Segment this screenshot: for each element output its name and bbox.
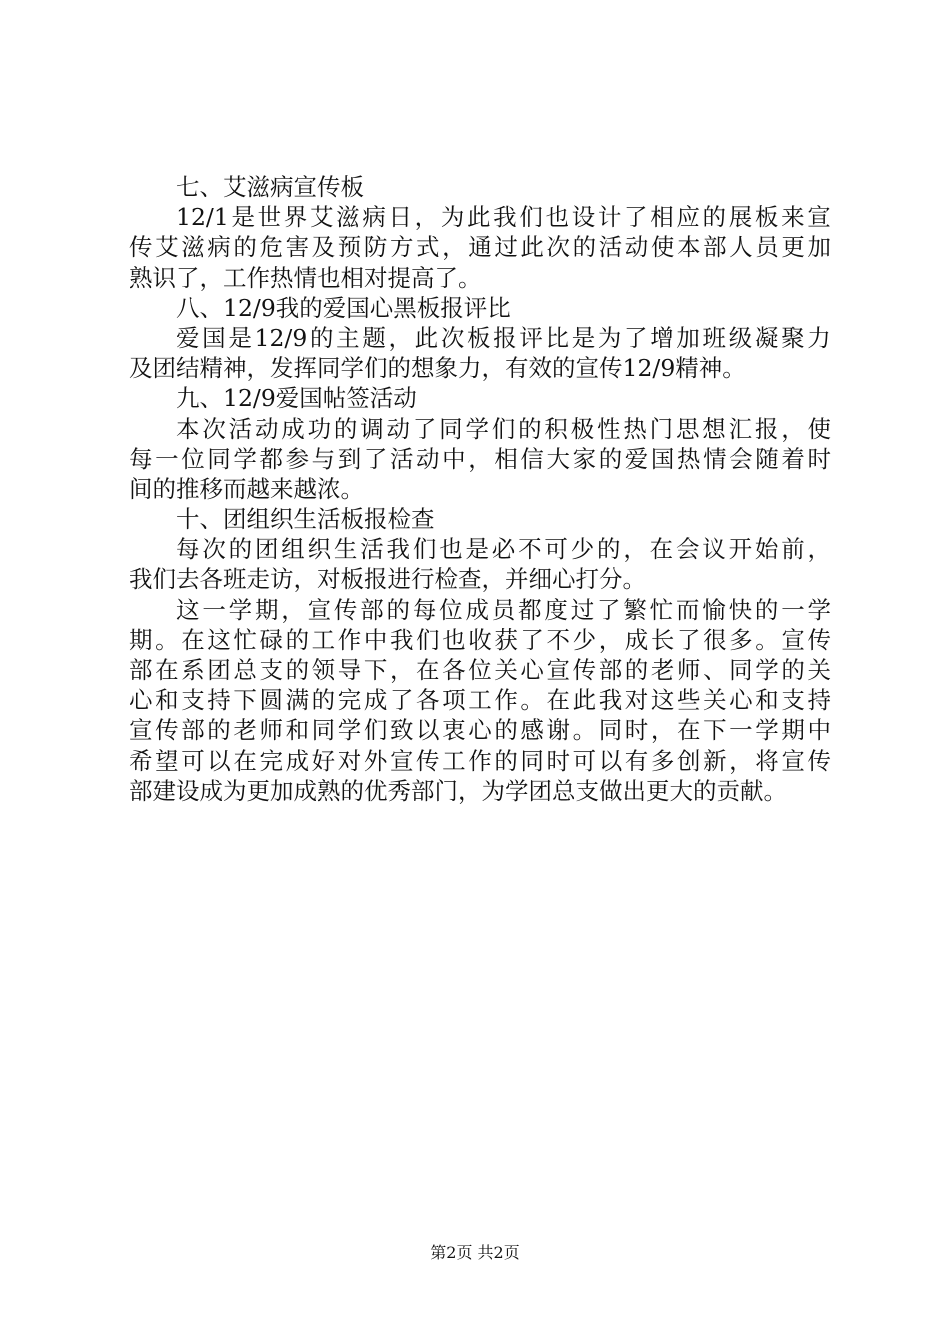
page-footer: 第2页 共2页	[430, 1243, 520, 1262]
text-line: 部建设成为更加成熟的优秀部门，为学团总支做出更大的贡献。	[129, 776, 787, 805]
text-line: 我们去各班走访，对板报进行检查，并细心打分。	[129, 565, 646, 594]
text-line: 熟识了，工作热情也相对提高了。	[129, 263, 482, 292]
text-line: 部 在 系 团 总 支 的 领 导 下 ， 在 各 位 关 心 宣 传 部 的 老 师 、 同 学 的 关	[129, 656, 831, 684]
text-line: 七、艾滋病宣传板	[176, 173, 364, 201]
text-line: 八、12/9我的爱国心黑板报评比	[176, 293, 511, 322]
text-line: 及团结精神，发挥同学们的想象力，有效的宣传12/9精神。	[129, 354, 746, 383]
text-line: 爱 国 是 12/9 的 主 题 ， 此 次 板 报 评 比 是 为 了 增 加 班 级 凝 聚 力	[176, 323, 831, 352]
text-line: 间的推移而越来越浓。	[129, 474, 364, 503]
text-line: 心 和 支 持 下 圆 满 的 完 成 了 各 项 工 作 。 在 此 我 对 这 些 关 心 和 支 持	[129, 686, 831, 715]
text-line: 这 一 学 期 ， 宣 传 部 的 每 位 成 员 都 度 过 了 繁 忙 而 愉 快 的 一 学	[176, 595, 831, 624]
text-line: 十、团组织生活板报检查	[176, 505, 435, 534]
text-line: 每 一 位 同 学 都 参 与 到 了 活 动 中 ， 相 信 大 家 的 爱 国 热 情 会 随 着 时	[129, 444, 831, 473]
text-line: 12/1 是 世 界 艾 滋 病 日 ， 为 此 我 们 也 设 计 了 相 应 的 展 板 来 宣	[176, 203, 831, 232]
text-line: 九、12/9爱国帖签活动	[176, 384, 417, 413]
text-line: 期 。 在 这 忙 碌 的 工 作 中 我 们 也 收 获 了 不 少 ， 成 长 了 很 多 。 宣 传	[129, 625, 831, 654]
document-body	[129, 172, 831, 806]
text-line: 每 次 的 团 组 织 生 活 我 们 也 是 必 不 可 少 的 ， 在 会 议 开 始 前 ，	[176, 535, 831, 564]
text-line: 传 艾 滋 病 的 危 害 及 预 防 方 式 ， 通 过 此 次 的 活 动 使 本 部 人 员 更 加	[129, 233, 831, 262]
text-line: 本 次 活 动 成 功 的 调 动 了 同 学 们 的 积 极 性 热 门 思 想 汇 报 ， 使	[176, 414, 831, 443]
text-line: 宣 传 部 的 老 师 和 同 学 们 致 以 衷 心 的 感 谢 。 同 时 ， 在 下 一 学 期 中	[129, 716, 831, 745]
text-line: 希 望 可 以 在 完 成 好 对 外 宣 传 工 作 的 同 时 可 以 有 多 创 新 ， 将 宣 传	[129, 746, 831, 775]
